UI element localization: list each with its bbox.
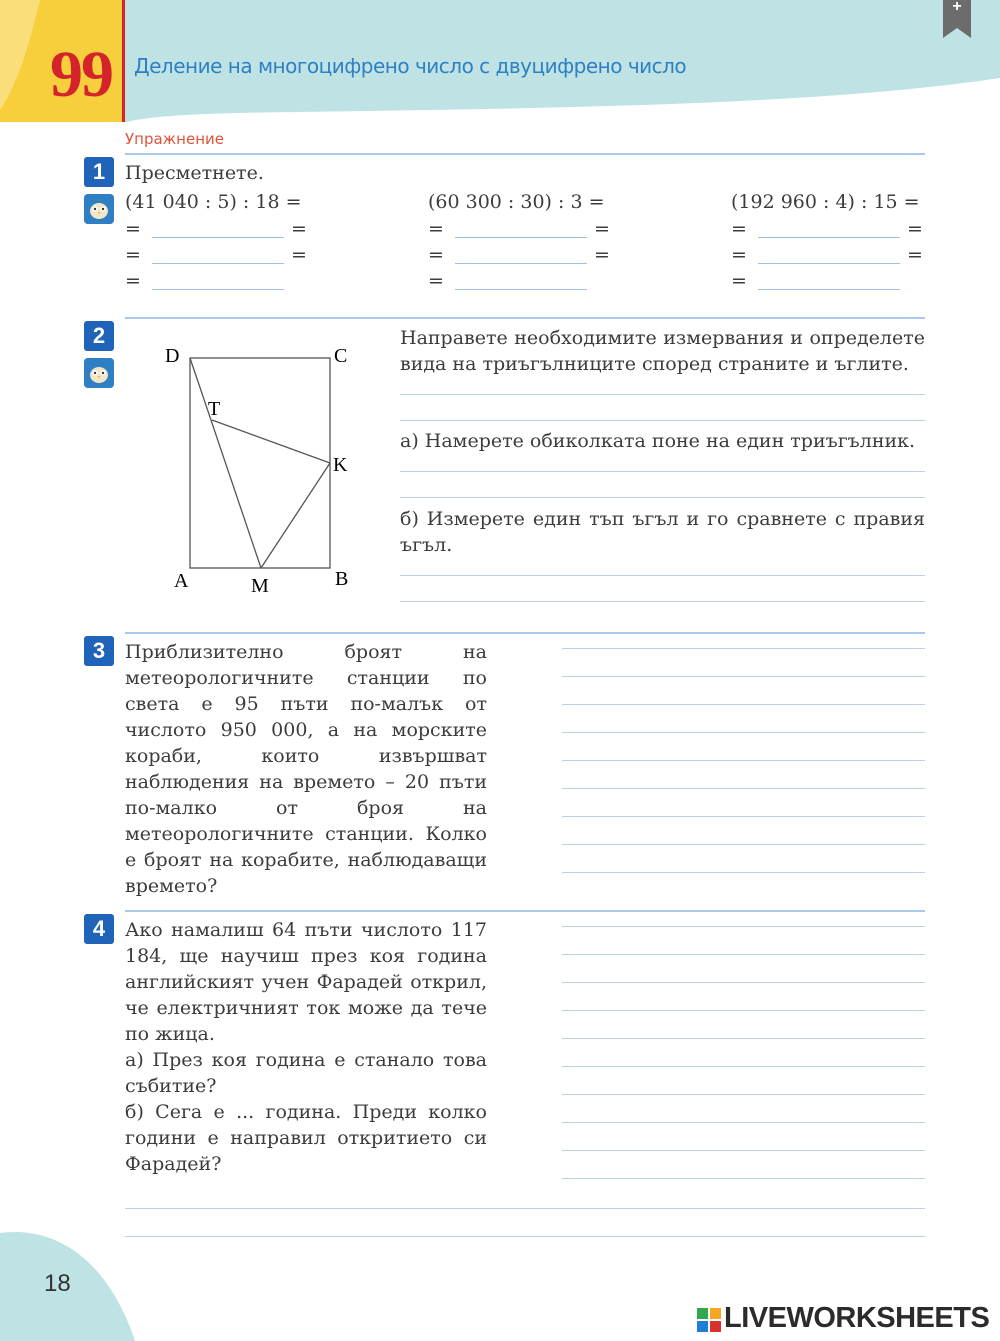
eq-sign: = (125, 270, 141, 292)
writing-line[interactable] (400, 394, 925, 395)
writing-line[interactable] (400, 575, 925, 576)
bookmark-symbol: + (952, 0, 962, 15)
eq-sign: = (594, 218, 610, 240)
writing-line[interactable] (562, 816, 925, 817)
lesson-number: 99 (50, 38, 112, 111)
vertex-label-c: C (334, 345, 348, 367)
writing-line[interactable] (400, 471, 925, 472)
eq-sign: = (731, 244, 747, 266)
vertex-label-k: K (333, 454, 348, 476)
expression-1: (41 040 : 5) : 18 = (125, 191, 302, 213)
lesson-title: Деление на многоцифрено число с двуцифрено число (134, 54, 687, 78)
geometry-figure (160, 335, 380, 605)
writing-line[interactable] (562, 1010, 925, 1011)
writing-line[interactable] (562, 676, 925, 677)
vertex-label-m: M (251, 575, 269, 597)
vertex-label-d: D (165, 345, 180, 367)
vertex-label-a: A (174, 570, 189, 592)
writing-line[interactable] (125, 1236, 925, 1237)
eq-sign: = (125, 218, 141, 240)
writing-line[interactable] (562, 704, 925, 705)
writing-line[interactable] (400, 601, 925, 602)
writing-line[interactable] (562, 872, 925, 873)
exercise-4-badge: 4 (84, 914, 114, 944)
answer-blank[interactable] (152, 289, 284, 290)
segment-tk (212, 420, 330, 463)
writing-line[interactable] (562, 982, 925, 983)
writing-line[interactable] (562, 1094, 925, 1095)
writing-line[interactable] (562, 844, 925, 845)
owl-icon (84, 194, 114, 224)
writing-line[interactable] (562, 1178, 925, 1179)
page-number: 18 (44, 1270, 71, 1297)
writing-line[interactable] (400, 497, 925, 498)
liveworksheets-watermark: LIVEWORKSHEETS (724, 1302, 990, 1334)
eq-sign: = (907, 218, 923, 240)
exercise-1-badge: 1 (84, 157, 114, 187)
segment-mk (261, 463, 330, 568)
writing-line[interactable] (562, 1122, 925, 1123)
eq-sign: = (291, 218, 307, 240)
answer-blank[interactable] (152, 237, 284, 238)
answer-blank[interactable] (455, 289, 587, 290)
exercise-2-rule (125, 317, 925, 319)
writing-line[interactable] (562, 954, 925, 955)
exercise-4-part-b: б) Сега е ... година. Преди колко години е направил откритието си Фарадей? (125, 1101, 487, 1175)
writing-line[interactable] (562, 1150, 925, 1151)
owl-icon (84, 358, 114, 388)
expression-3: (192 960 : 4) : 15 = (731, 191, 920, 213)
answer-blank[interactable] (455, 263, 587, 264)
answer-blank[interactable] (152, 263, 284, 264)
eq-sign: = (125, 244, 141, 266)
writing-line[interactable] (562, 732, 925, 733)
exercise-4-part-a: а) През коя година е станало това събитие? (125, 1049, 487, 1097)
liveworksheets-logo-icon (697, 1308, 721, 1332)
section-rule (125, 153, 925, 155)
exercise-4-rule (125, 910, 925, 912)
expression-2: (60 300 : 30) : 3 = (428, 191, 605, 213)
answer-blank[interactable] (758, 289, 900, 290)
segment-dm (190, 358, 261, 568)
answer-blank[interactable] (455, 237, 587, 238)
eq-sign: = (428, 270, 444, 292)
exercise-3-text: Приблизително броят на метеорологичните станции по света е 95 пъти по-малък от числото 950 000, а на морските кораби, които извършват наблюдения на времето – 20 пъти по-малко от броя на метеорологичните станции. Колко е броят на корабите, наблюдаващи времето? (125, 641, 487, 897)
answer-blank[interactable] (758, 237, 900, 238)
writing-line[interactable] (125, 1208, 925, 1209)
eq-sign: = (731, 218, 747, 240)
writing-line[interactable] (562, 648, 925, 649)
exercise-1-instruction: Пресметнете. (125, 162, 264, 184)
exercise-3-badge: 3 (84, 636, 114, 666)
writing-line[interactable] (562, 1066, 925, 1067)
vertex-label-b: B (335, 568, 349, 590)
eq-sign: = (594, 244, 610, 266)
eq-sign: = (428, 218, 444, 240)
writing-line[interactable] (562, 788, 925, 789)
writing-line[interactable] (400, 420, 925, 421)
section-label: Упражнение (125, 130, 224, 148)
exercise-2-badge: 2 (84, 321, 114, 351)
eq-sign: = (291, 244, 307, 266)
exercise-4-text: Ако намалиш 64 пъти числото 117 184, ще научиш през коя година английският учен Фарадей открил, че електричният ток може да тече по жица. (125, 919, 487, 1045)
eq-sign: = (731, 270, 747, 292)
answer-blank[interactable] (758, 263, 900, 264)
writing-line[interactable] (562, 1038, 925, 1039)
exercise-3-rule (125, 632, 925, 634)
rectangle-abcd (190, 358, 330, 568)
exercise-2-part-a: а) Намерете обиколката поне на един триъгълник. (400, 430, 916, 452)
vertex-label-t: T (208, 398, 221, 420)
writing-line[interactable] (562, 760, 925, 761)
exercise-2-text: Направете необходимите измервания и определете вида на триъгълниците според страните и ъглите. (400, 327, 925, 375)
eq-sign: = (907, 244, 923, 266)
writing-line[interactable] (562, 926, 925, 927)
eq-sign: = (428, 244, 444, 266)
exercise-2-part-b: б) Измерете един тъп ъгъл и го сравнете с правия ъгъл. (400, 508, 925, 556)
